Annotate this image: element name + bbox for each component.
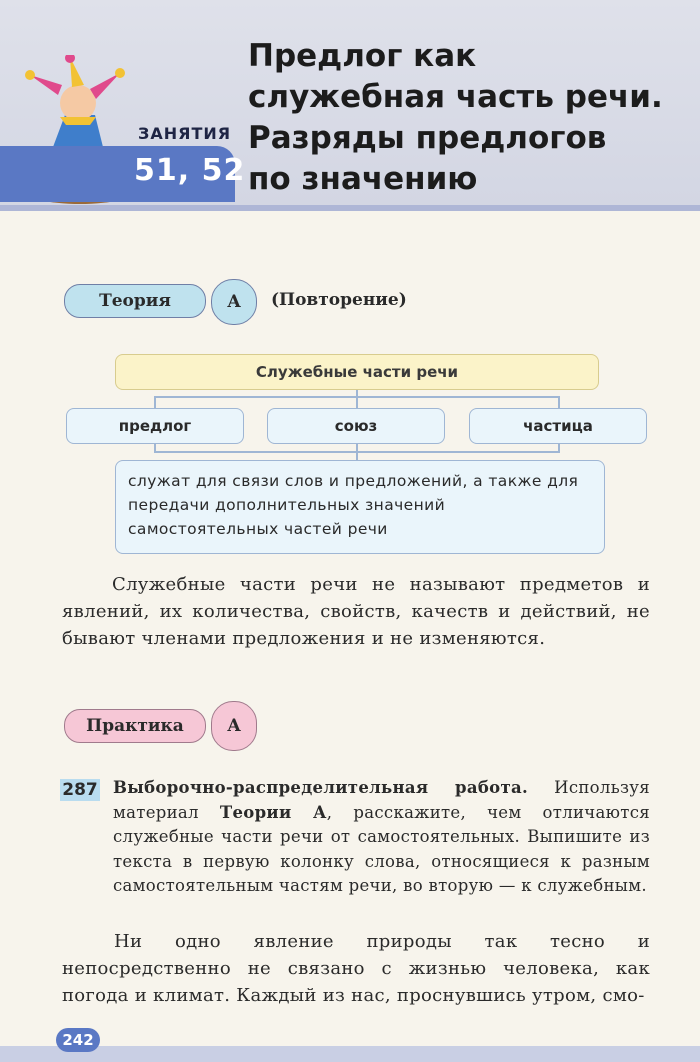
- diagram-connector: [356, 396, 358, 408]
- page-number: 242: [56, 1028, 100, 1052]
- theory-badge: Теория: [64, 284, 206, 318]
- exercise-number: 287: [60, 779, 100, 801]
- footer-band: [0, 1046, 700, 1062]
- exercise-text: [113, 776, 650, 899]
- diagram-connector: [154, 451, 560, 453]
- practice-badge: Практика: [64, 709, 206, 743]
- lesson-numbers: 51, 52: [134, 153, 246, 188]
- diagram-root: Служебные части речи: [115, 354, 599, 390]
- theory-note: (Повторение): [271, 290, 407, 310]
- title-line: по значению: [248, 161, 478, 197]
- diagram-connector: [154, 396, 156, 408]
- page-title: [248, 36, 688, 200]
- diagram-description: служат для связи слов и предложений, а также для передачи дополнительных значений самостоятельных частей речи: [115, 460, 605, 554]
- diagram-node-preposition: предлог: [66, 408, 244, 444]
- diagram-node-particle: частица: [469, 408, 647, 444]
- practice-level-badge: А: [211, 701, 257, 751]
- theory-level-badge: А: [211, 279, 257, 325]
- exercise-source-text: Ни одно явление природы так тесно и непосредственно не связано с жизнью человека, как погода и климат. Каждый из нас, проснувшись утром, смо-: [62, 931, 650, 1006]
- diagram-connector: [558, 396, 560, 408]
- exercise-text-part: , расскажите, чем отличаются служебные части речи от самостоятельных. Выпишите из текста в первую колонку слова, относящиеся к разным самостоятельным частям речи, во вторую — к служебным.: [113, 802, 650, 895]
- lesson-label: ЗАНЯТИЯ: [138, 124, 232, 143]
- diagram-node-conjunction: союз: [267, 408, 445, 444]
- title-line: Предлог как: [248, 38, 477, 74]
- exercise-type: Выборочно-распределительная работа.: [113, 778, 529, 797]
- exercise-text-part: Используя материал: [113, 778, 650, 822]
- theory-paragraph: Служебные части речи не называют предметов и явлений, их количества, свойств, качеств и действий, не бывают членами предложения и не изменяются.: [62, 574, 650, 649]
- theory-reference: Теории А: [219, 802, 327, 822]
- title-line: Разряды предлогов: [248, 120, 607, 156]
- title-line: служебная часть речи.: [248, 79, 663, 115]
- header-divider: [0, 205, 700, 211]
